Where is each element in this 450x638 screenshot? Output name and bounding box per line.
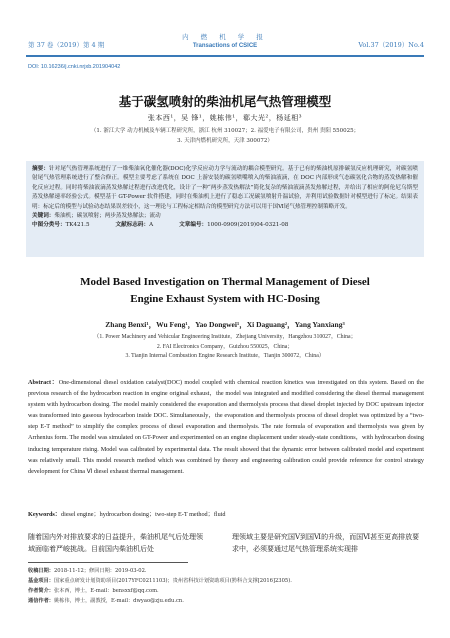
journal-name-cn: 内 燃 机 学 报 [182, 33, 268, 41]
footnote-divider [28, 562, 188, 563]
authors-en: Zhang Benxi¹，Wu Feng¹，Yao Dongwei¹，Xi Daguang²，Yang Yanxiang³ [105, 320, 345, 329]
keywords-label-cn: 关键词： [32, 213, 55, 220]
running-header-vol-en: Vol.37（2019）No.4 [358, 41, 424, 49]
abstract-text-en: One-dimensional diesel oxidation catalyst(DOC) model coupled with chemical reaction kinetics was investigated on this system. Based on the previous research of the hydrocarbon reaction in engine original exhaust，the model was integrated and modified considering the diesel thermal management system with hydrocarbon dosing. The model mainly considered the evaporation and thermolysis process that diesel droplet injected by DOC upstream injector was transformed into gaseous hydrocarbon inside DOC. Simultaneously，the evaporation and thermolysis process of diesel droplet was optimized by a “two-step E-T method” to simplify the complex process of diesel evaporation and thermolysis. The rate formula of evaporation and thermolysis was given by Arrhenius form. The model was simulated on GT-Power and experimented on an engine displacement under steady-state conditions，with hydrocarbon dosing inducing temperature rising. Model was calibrated by experimental data. The result showed that the dynamic error between calibrated model and experiment was relatively small. This model research method which was combined by theory and engineering calibration could provide reference for control strategy development for China Ⅵ diesel exhaust thermal management. [28, 379, 425, 475]
keywords-en [28, 509, 424, 518]
clc-number [32, 221, 90, 230]
authors-cn: 张本西¹，吴 锋¹，姚栋伟¹，郗大光²，杨延相³ [147, 114, 303, 122]
footnote-author [28, 586, 424, 596]
footnote-label: 通信作者： [28, 598, 54, 604]
affiliation-line: 3. 天津内燃机研究所，天津 300072） [177, 138, 273, 144]
article-label: 文章编号： [179, 222, 208, 229]
article-value: 1000-0909(2019)04-0321-08 [207, 222, 289, 229]
affiliation-en-line: 2. FAI Electronics Company，Guizhou 550025，China； [156, 343, 294, 350]
affiliation-en-line: 3. Tianjin Internal Combustion Engine Research Institute，Tianjin 300072，China） [125, 353, 325, 359]
article-number [179, 221, 288, 230]
abstract-label-cn: 摘要： [32, 166, 49, 172]
code-value: A [149, 222, 154, 229]
abstract-text-cn: 针对尾气热管理系统进行了一维柴油氧化催化器(DOC)化学反应动力学与流动的耦合模型研究。基于已有的柴油机原排碳氢反应机理研究，对碳氢喷射尾气热管理系统进行了整合修正。模型主要考虑了系统在 DOC 上游安装的碳氢喷嘴喷入的柴油液滴，在 DOC 内部形成气态碳氢化合物的蒸发热解和催化反应过程。同时将柴油液滴蒸发热解过程进行改进优化，设计了一种“两步蒸发热解法”简化复杂的柴油液滴蒸发热解过程，并给出了相应的阿伦尼乌斯型蒸发热解速率经验公式。模型基于 GT-Power 软件搭建，同时在柴油机上进行了稳态工况碳氢喷射升温试验，并利用试验数据针对模型进行了标定。结果表明：标定后的模型与试验动态结果误差较小，这一理论与工程标定相结合的模型研究方法可以用于国Ⅵ尾气热管理控制策略开发。 [32, 166, 418, 210]
body-column-left: 随着国内外对排放要求的日益提升，柴油机尾气后处理领域面临着严峻挑战。目前国内柴油机后处 [28, 533, 203, 553]
abstract-box-cn [26, 161, 424, 257]
footnote-label: 基金项目： [28, 578, 54, 584]
footnote-funding [28, 576, 424, 586]
code-label: 文献标志码： [115, 222, 150, 229]
clc-label: 中图分类号： [32, 222, 66, 229]
classification-row [32, 221, 418, 230]
footnote-text: 2018-11-12；修回日期：2019-03-02. [53, 568, 147, 574]
header-divider [26, 55, 424, 57]
affiliation-en-line: （1. Power Machinery and Vehicular Engineering Institute，Zhejiang University，Hangzhou 310027，China； [93, 334, 357, 340]
abstract-cn [32, 165, 418, 212]
abstract-en [28, 377, 424, 477]
footnote-text: 国家重点研发计划资助项目(2017YFC0211103)；贵州省科技计划资助项目(黔科合支撑[2016]2305). [53, 578, 292, 584]
journal-name-en: Transactions of CSICE [192, 43, 258, 49]
doi-link[interactable]: DOI: 10.16236/j.cnki.nrjxb.201904042 [28, 64, 121, 70]
affiliations-en [30, 333, 420, 362]
body-column-right: 理领域主要是研究国Ⅴ到国Ⅵ的升级，而国Ⅵ甚至更高排放要求中，必须要通过尾气热管理系统实现排 [232, 533, 420, 553]
running-header-volume: 第 37 卷（2019）第 4 期 [28, 41, 105, 49]
keywords-cn [32, 212, 418, 221]
footnote-label: 收稿日期： [28, 568, 54, 574]
clc-value: TK421.5 [65, 222, 90, 229]
footnote-text: 姚栋伟，博士，副教授，E-mail：dwyao@zju.edu.cn. [53, 598, 184, 604]
keywords-label-en: Keywords： [28, 511, 61, 518]
paper-title-en [20, 274, 430, 308]
footnotes [28, 566, 424, 606]
paper-title-cn: 基于碳氢喷射的柴油机尾气热管理模型 [118, 94, 332, 109]
affiliations-cn [30, 126, 420, 146]
title-en-line: Engine Exhaust System with HC-Dosing [130, 293, 320, 305]
document-code [116, 221, 154, 230]
footnote-received [28, 566, 424, 576]
keywords-text-cn: 柴油机；碳氢喷射；两步蒸发热解法；流动 [54, 213, 161, 220]
footnote-text: 张本西，博士，E-mail：bensxxf@qq.com. [53, 588, 159, 594]
footnote-corresponding [28, 596, 424, 606]
title-en-line: Model Based Investigation on Thermal Management of Diesel [80, 276, 370, 288]
footnote-label: 作者简介： [28, 588, 54, 594]
abstract-label-en: Abstract： [28, 379, 59, 386]
affiliation-line: （1. 浙江大学 动力机械及车辆工程研究所，浙江 杭州 310027；2. 福爱电子有限公司，贵州 贵阳 550025； [90, 128, 360, 134]
keywords-text-en: diesel engine；hydrocarbon dosing；two-step E-T method；fluid [61, 511, 226, 518]
